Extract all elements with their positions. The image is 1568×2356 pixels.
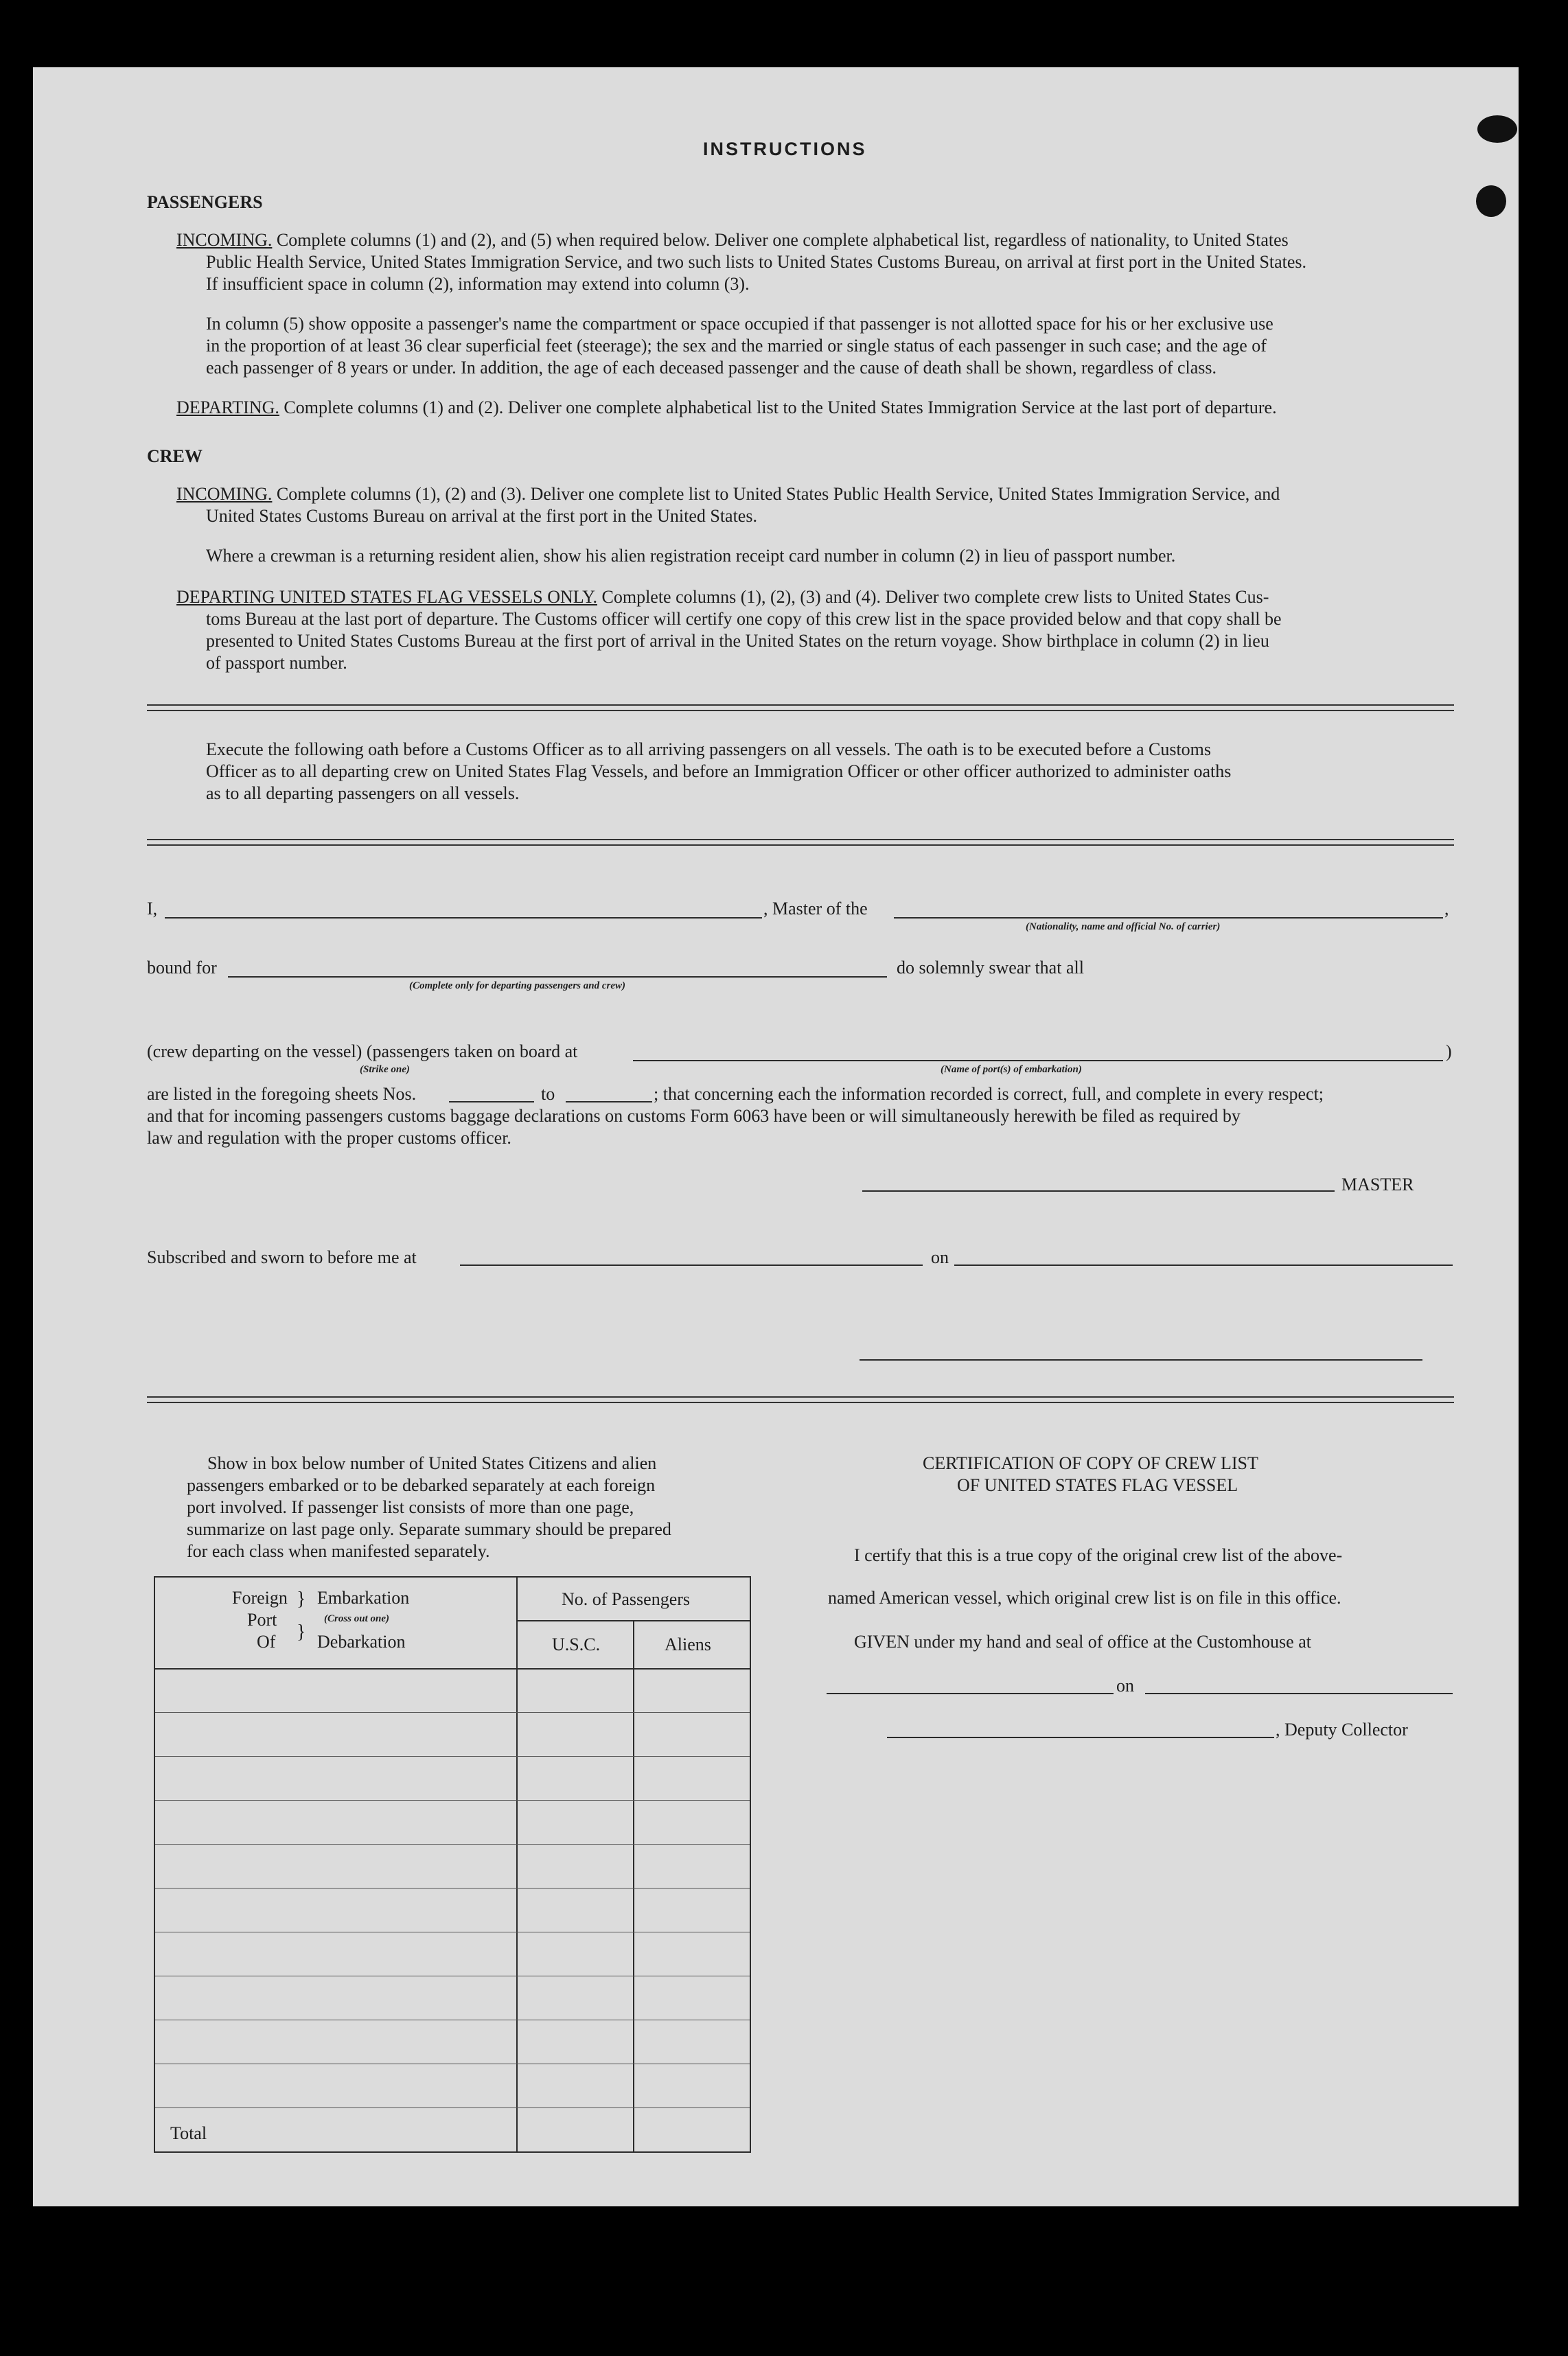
table-total-label: Total [170, 2123, 207, 2143]
passengers-incoming-line-1: INCOMING. Complete columns (1) and (2), and (5) when required below. Deliver one complete alphabetical list, regardless of nationality, to United States [176, 230, 1289, 250]
master-name-line[interactable] [165, 917, 762, 919]
table-no-of-passengers-label: No. of Passengers [562, 1589, 691, 1609]
crew-heading: CREW [147, 446, 203, 466]
oath-instruction-line-1: Execute the following oath before a Customs Officer as to all arriving passengers on all vessels. The oath is to be executed before a Customs [206, 739, 1212, 759]
right-brace: } [297, 1621, 306, 1643]
strike-one-caption: (Strike one) [360, 1064, 410, 1075]
given-text: GIVEN under my hand and seal of office at the Customhouse at [854, 1632, 1311, 1652]
summary-instruction-line-4: summarize on last page only. Separate summary should be prepared [187, 1519, 671, 1539]
divider-2 [147, 839, 1454, 846]
passengers-incoming-line-3: If insufficient space in column (2), information may extend into column (3). [206, 274, 750, 294]
ink-blot-upper [1477, 115, 1517, 143]
divider-3 [147, 1396, 1454, 1403]
ink-blot-lower [1476, 185, 1506, 217]
master-of-the-label: , Master of the [763, 899, 868, 919]
table-aliens-label: Aliens [665, 1635, 711, 1654]
passengers-heading: PASSENGERS [147, 192, 263, 212]
summary-instruction-line-1: Show in box below number of United States Citizens and alien [207, 1453, 657, 1473]
bound-for-label: bound for [147, 958, 217, 978]
bound-for-line[interactable] [228, 976, 887, 978]
bound-caption: (Complete only for departing passengers and crew) [409, 980, 625, 991]
ports-of-embarkation-line[interactable] [633, 1060, 1443, 1061]
column5-line-3: each passenger of 8 years or under. In addition, the age of each deceased passenger and the cause of death shall be shown, regardless of class. [206, 358, 1217, 378]
certify-line-2: named American vessel, which original crew list is on file in this office. [828, 1588, 1341, 1608]
crew-departing-vessel-label: (crew departing on the vessel) (passengers taken on board at [147, 1041, 578, 1061]
carrier-trailing-comma: , [1444, 899, 1449, 919]
crew-departing-line-4: of passport number. [206, 653, 347, 673]
deputy-signature-line[interactable] [887, 1737, 1274, 1738]
ports-caption: (Name of port(s) of embarkation) [941, 1064, 1082, 1075]
table-cross-out-caption: (Cross out one) [324, 1613, 390, 1624]
sheet-from-line[interactable] [449, 1101, 534, 1102]
table-foreign-label: Foreign [232, 1588, 288, 1608]
oath-line-after-1: and that for incoming passengers customs baggage declarations on customs Form 6063 have been or will simultaneously herewith be filed as required by [147, 1106, 1241, 1126]
to-label: to [541, 1084, 555, 1104]
table-usc-label: U.S.C. [552, 1635, 601, 1654]
crew-departing-line-2: toms Bureau at the last port of departure. The Customs officer will certify one copy of this crew list in the space provided below and that copy shall be [206, 609, 1282, 629]
crew-departing-label: DEPARTING UNITED STATES FLAG VESSELS ONLY. [176, 587, 597, 607]
crew-incoming-line-1: INCOMING. Complete columns (1), (2) and (3). Deliver one complete list to United States Public Health Service, United States Immigration Service, and [176, 484, 1280, 504]
resident-alien-note: Where a crewman is a returning resident alien, show his alien registration receipt card number in column (2) in lieu of passport number. [206, 546, 1176, 566]
page-title: INSTRUCTIONS [703, 139, 867, 159]
divider-1 [147, 704, 1454, 711]
subscribed-label: Subscribed and sworn to before me at [147, 1247, 417, 1267]
summary-instruction-line-3: port involved. If passenger list consists of more than one page, [187, 1497, 634, 1517]
customhouse-line[interactable] [827, 1693, 1114, 1694]
certify-line-1: I certify that this is a true copy of the original crew list of the above- [854, 1545, 1343, 1565]
table-port-label: Port [247, 1610, 277, 1630]
oath-instruction-line-3: as to all departing passengers on all vessels. [206, 783, 520, 803]
crew-departing-line-1: DEPARTING UNITED STATES FLAG VESSELS ONLY. Complete columns (1), (2), (3) and (4). Deliver two complete crew lists to United States Cus- [176, 587, 1269, 607]
carrier-line[interactable] [894, 917, 1443, 919]
oath-instruction-line-2: Officer as to all departing crew on United States Flag Vessels, and before an Immigration Officer or other officer authorized to administer oaths [206, 761, 1232, 781]
certification-on-label: on [1116, 1676, 1134, 1696]
certification-date-line[interactable] [1145, 1693, 1453, 1694]
table-of-label: Of [257, 1632, 276, 1652]
oath-i-label: I, [147, 899, 158, 919]
concerning-text: ; that concerning each the information recorded is correct, full, and complete in every respect; [654, 1084, 1324, 1104]
passengers-departing: DEPARTING. Complete columns (1) and (2). Deliver one complete alphabetical list to the United States Immigration Service at the last port of departure. [176, 397, 1277, 417]
crew-incoming-line-2: United States Customs Bureau on arrival at the first port in the United States. [206, 506, 757, 526]
sworn-place-line[interactable] [460, 1264, 923, 1266]
crew-departing-line-3: presented to United States Customs Bureau at the first port of arrival in the United States on the return voyage. Show birthplace in column (2) in lieu [206, 631, 1269, 651]
carrier-caption: (Nationality, name and official No. of carrier) [1026, 921, 1221, 932]
summary-instruction-line-5: for each class when manifested separately. [187, 1541, 490, 1561]
certification-title-line-2: OF UNITED STATES FLAG VESSEL [957, 1475, 1238, 1495]
left-brace: } [297, 1589, 306, 1610]
master-signature-line[interactable] [862, 1190, 1335, 1192]
summary-instruction-line-2: passengers embarked or to be debarked separately at each foreign [187, 1475, 656, 1495]
master-label: MASTER [1341, 1175, 1414, 1194]
crew-incoming-label: INCOMING. [176, 484, 273, 504]
oath-line-after-2: law and regulation with the proper customs officer. [147, 1128, 511, 1148]
sheet-to-line[interactable] [566, 1101, 652, 1102]
sworn-on-label: on [931, 1247, 949, 1267]
solemnly-swear-label: do solemnly swear that all [897, 958, 1084, 978]
column5-line-2: in the proportion of at least 36 clear superficial feet (steerage); the sex and the married or single status of each passenger in such case; and the age of [206, 336, 1267, 356]
passenger-summary-table [154, 1576, 751, 2153]
certification-title-line-1: CERTIFICATION OF COPY OF CREW LIST [923, 1453, 1258, 1473]
passengers-incoming-line-2: Public Health Service, United States Immigration Service, and two such lists to United States Customs Bureau, on arrival at first port in the United States. [206, 252, 1307, 272]
table-debarkation-label: Debarkation [317, 1632, 406, 1652]
sworn-date-line[interactable] [954, 1264, 1453, 1266]
passengers-departing-label: DEPARTING. [176, 397, 279, 417]
document-sheet [33, 67, 1519, 2206]
table-embarkation-label: Embarkation [317, 1588, 410, 1608]
deputy-collector-label: , Deputy Collector [1276, 1720, 1408, 1740]
column5-line-1: In column (5) show opposite a passenger's name the compartment or space occupied if that passenger is not allotted space for his or her exclusive use [206, 314, 1273, 334]
officer-signature-line[interactable] [860, 1359, 1422, 1361]
listed-in-sheets-label: are listed in the foregoing sheets Nos. [147, 1084, 417, 1104]
passengers-incoming-label: INCOMING. [176, 230, 273, 250]
close-paren: ) [1446, 1041, 1452, 1061]
